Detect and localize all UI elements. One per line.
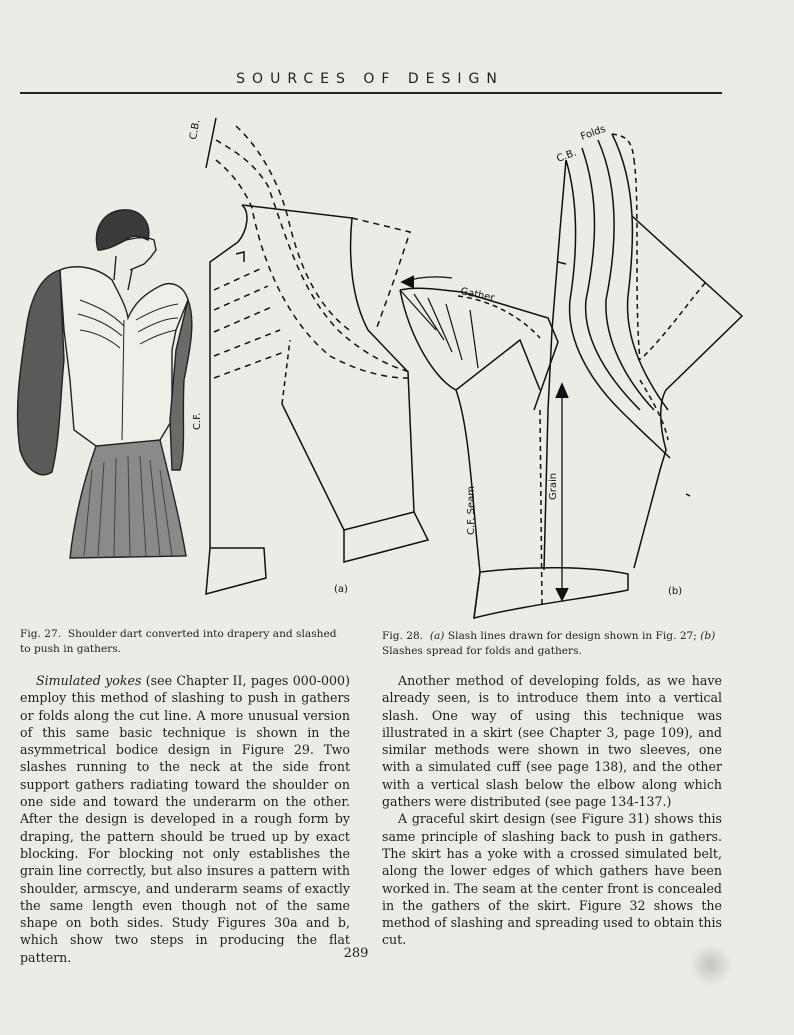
page-number: 289	[343, 946, 369, 961]
header-rule	[20, 92, 722, 94]
left-paragraph-1	[20, 672, 350, 966]
fig27-fashion-sketch	[18, 210, 192, 558]
right-paragraph-2: A graceful skirt design (see Figure 31) shows this same principle of slashing back to push in gathers. The skirt has a yoke with a crossed simulated belt, along the lower edges of which gathers have been worked in. The seam at the center front is concealed in the gathers of the skirt. Figure 32 shows the method of slashing and spreading used to obtain this cut.	[382, 811, 722, 948]
fig28b-cb-label: C.B.	[555, 147, 579, 165]
simulated-yokes-term: Simulated yokes	[36, 673, 142, 688]
fig28a-pattern	[206, 118, 428, 594]
fig28a-cb-label: C.B.	[188, 118, 203, 141]
fig28a-panel-label: (a)	[334, 584, 348, 595]
fig27-caption-text: Shoulder dart converted into drapery and slashed to push in gathers.	[20, 628, 337, 655]
fig28b-grain-label: Grain	[548, 472, 559, 500]
fig28-caption	[382, 629, 720, 659]
page-smudge	[688, 945, 734, 985]
fig27-caption-label: Fig. 27.	[20, 628, 62, 640]
fig28b-pattern	[400, 134, 742, 618]
left-paragraph-1-text: (see Chapter II, pages 000-000) employ this method of slashing to push in gathers or folds along the cut line. A more unusual version of this same basic technique is shown in the asymmetrical bodice design in Figure 29. Two slashes running to the neck at the side front support gathers radiating toward the shoulder on one side and toward the underarm on the other. After the design is developed in a rough form by draping, the pattern should be trued up by exact blocking. For blocking not only establishes the grain line correctly, but also insures a pattern with shoulder, armscye, and underarm seams of exactly the same length even though not of the same shape on both sides. Study Figures 30a and b, which show two steps in producing the flat pattern.	[20, 673, 350, 965]
fig28b-cf-seam-label: C.F. Seam	[466, 485, 477, 535]
fig28-caption-a-marker: (a)	[429, 630, 445, 642]
fig28-caption-b-text: Slashes spread for folds and gathers.	[382, 645, 582, 657]
running-title: SOURCES OF DESIGN	[236, 71, 504, 87]
fig28b-panel-label: (b)	[668, 586, 683, 597]
fig28a-cf-label: C.F.	[192, 412, 203, 430]
body-left-column	[20, 672, 350, 966]
fig27-caption	[20, 627, 350, 657]
fig28-caption-a-text: Slash lines drawn for design shown in Fig. 27;	[447, 630, 697, 642]
figure-illustrations	[0, 100, 794, 620]
fig28-caption-b-marker: (b)	[700, 630, 716, 642]
body-right-column	[382, 672, 722, 949]
fig28b-folds-label: Folds	[579, 123, 608, 143]
right-paragraph-1: Another method of developing folds, as we have already seen, is to introduce them into a vertical slash. One way of using this technique was illustrated in a skirt (see Chapter 3, page 109), and similar methods were shown in two sleeves, one with a simulated cuff (see page 138), and the other with a vertical slash below the elbow along which gathers were distributed (see page 134-137.)	[382, 673, 722, 810]
fig28b-gather-label: Gather	[459, 286, 496, 305]
fig28-caption-label: Fig. 28.	[382, 630, 424, 642]
